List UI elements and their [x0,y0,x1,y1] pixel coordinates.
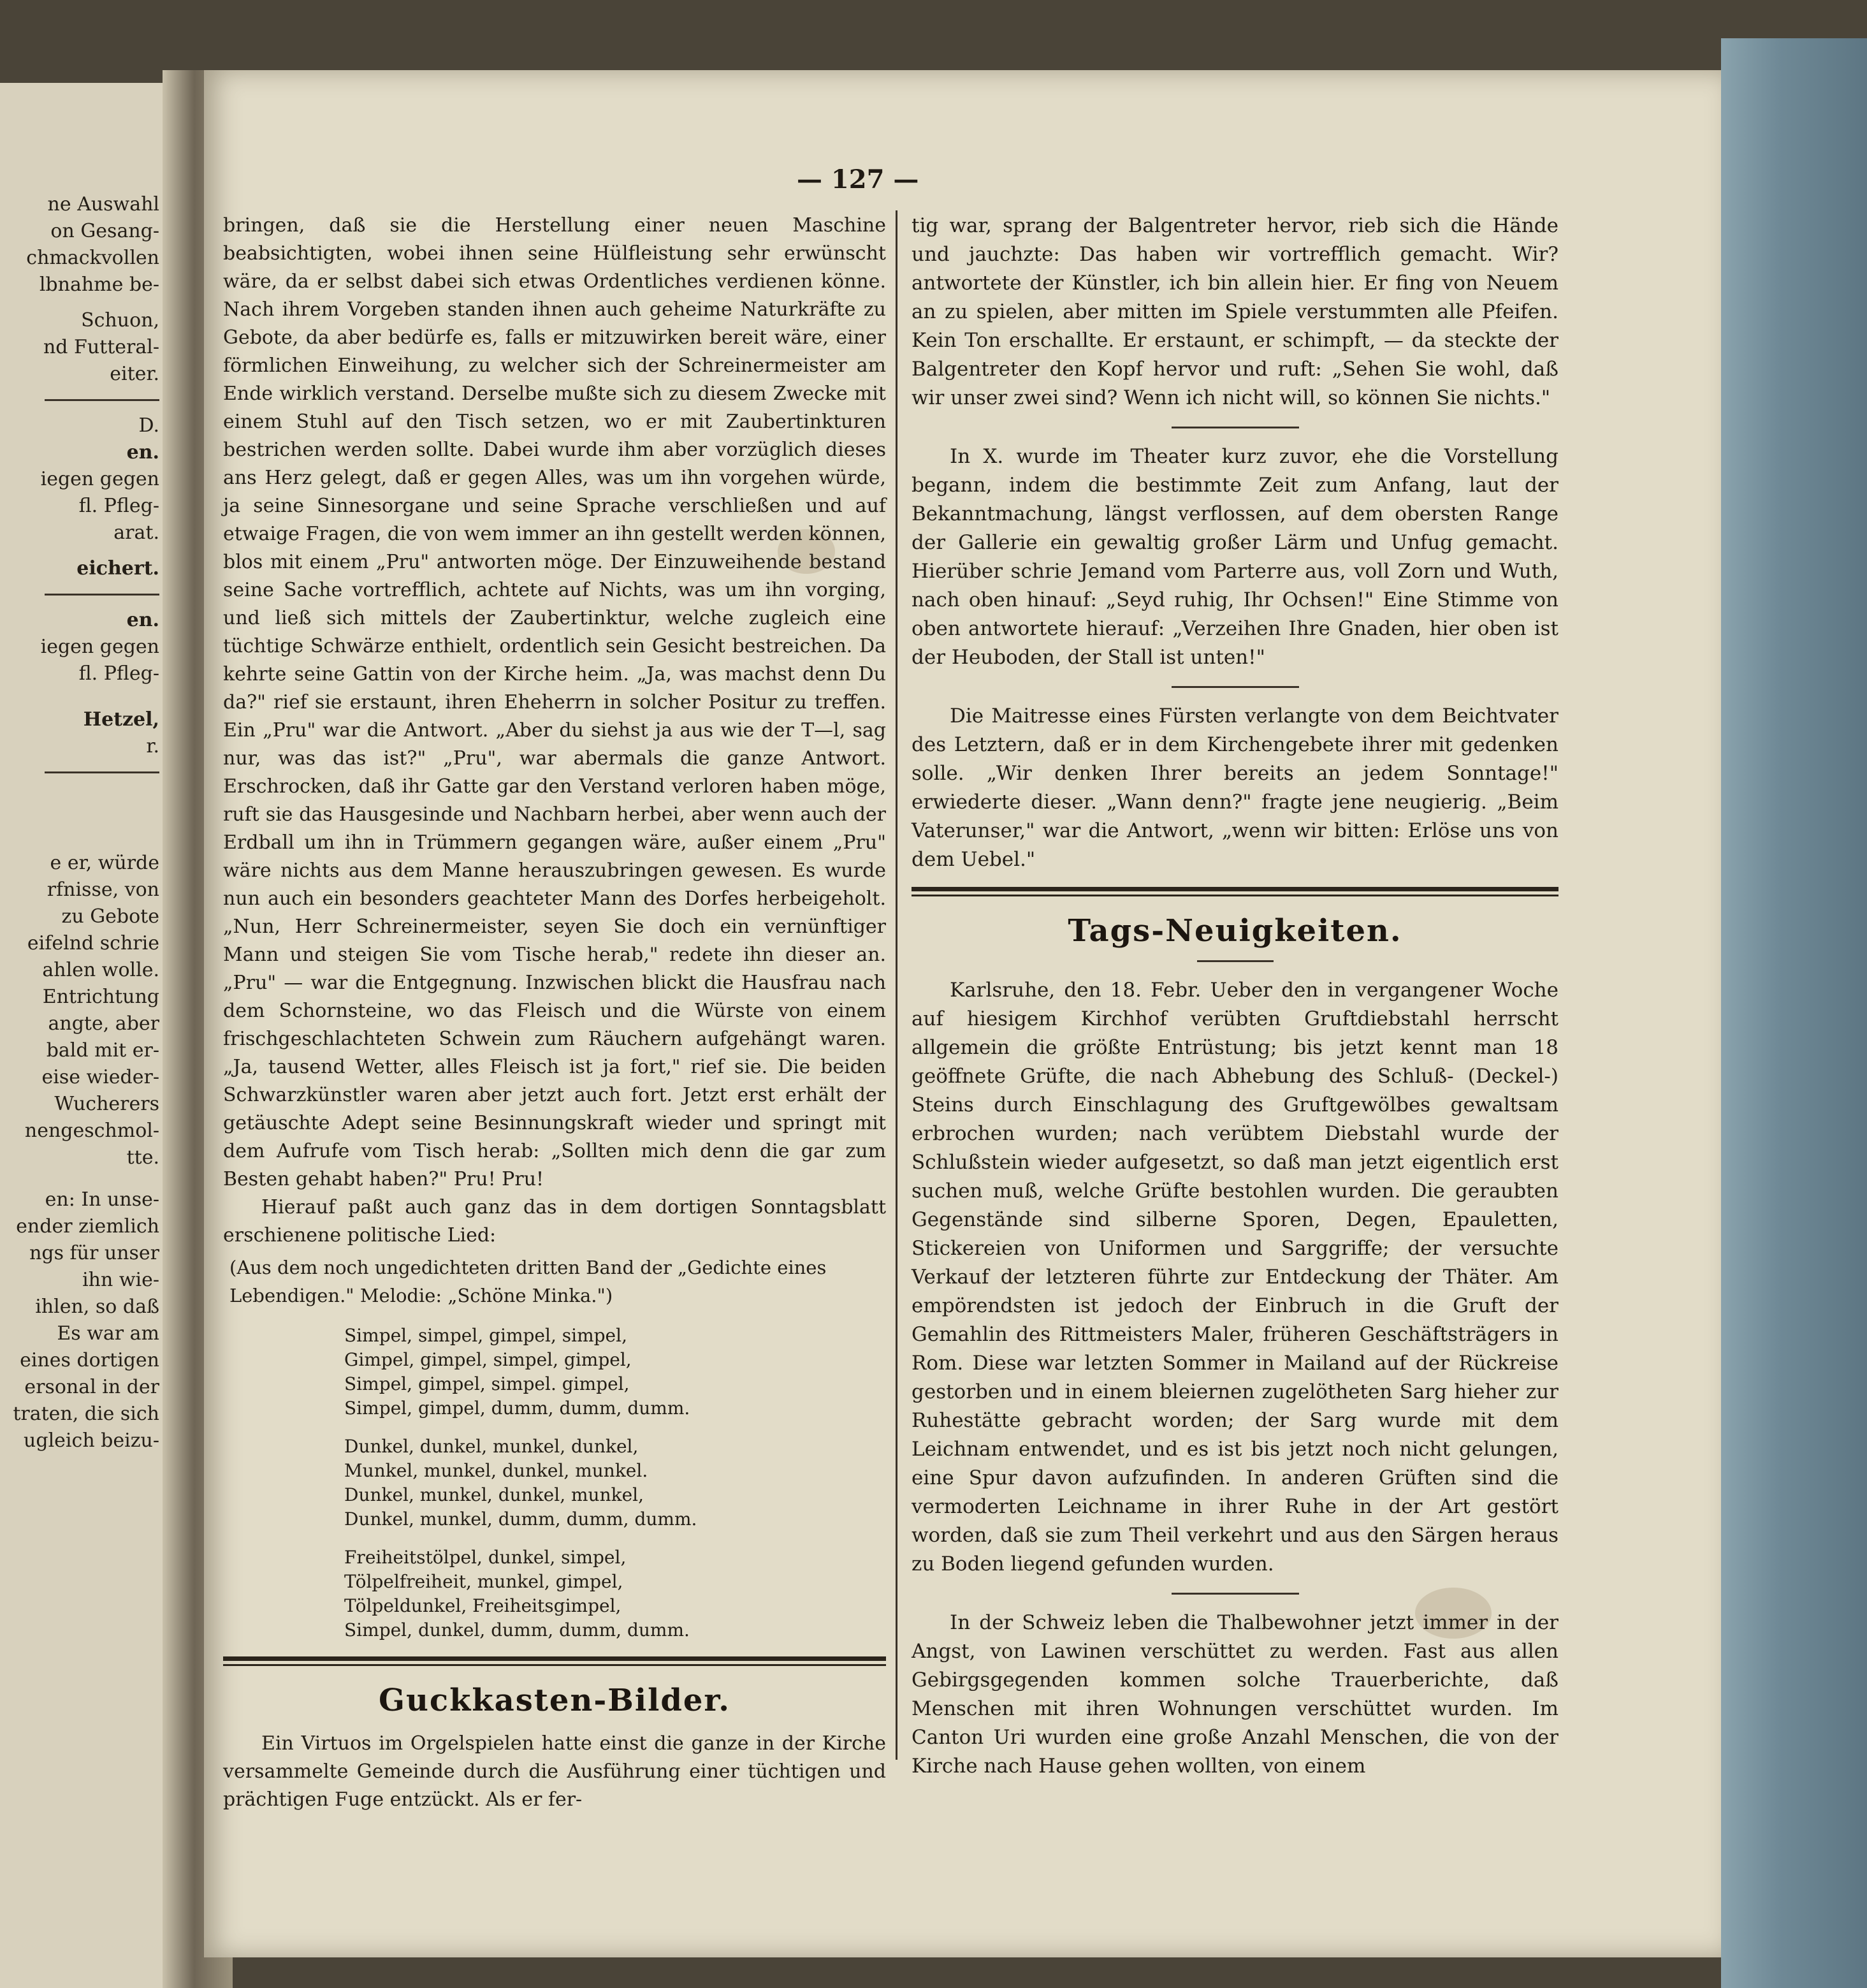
tags-neuigkeiten-heading: Tags-Neuigkeiten. [1068,913,1402,949]
poem-verse: Gimpel, gimpel, simpel, gimpel, [344,1349,632,1370]
poem-verse: Simpel, simpel, gimpel, simpel, [344,1325,627,1346]
poem-verse: Tölpeldunkel, Freiheitsgimpel, [344,1595,621,1616]
political-poem [344,1324,886,1642]
fragment-line: ahlen wolle. [42,959,159,981]
fragment-line: eise wieder- [41,1066,159,1088]
fragment-line: chmackvollen [26,247,159,269]
fragment-line: e er, würde [50,852,159,874]
fragment-line: eichert. [76,557,159,580]
fragment-line: r. [146,735,159,757]
book-cover-edge [1721,38,1867,1988]
poem-verse: Munkel, munkel, dunkel, munkel. [344,1460,648,1481]
fragment-line: ihn wie- [82,1269,159,1291]
poem-stanza [344,1546,886,1642]
fragment-line: ngs für unser [29,1242,159,1264]
fragment-line: Schuon, [81,309,159,332]
fragment-line: arat. [113,522,159,544]
section-double-rule [912,887,1558,896]
fragment-line: ersonal in der [24,1376,159,1398]
poem-verse: Tölpelfreiheit, munkel, gimpel, [344,1571,623,1592]
left-page-fragments [0,191,159,1454]
fragment-line: Wucherers [54,1093,159,1115]
fragment-group-c [0,607,159,760]
poem-verse: Dunkel, dunkel, munkel, dunkel, [344,1436,639,1457]
left-page [0,83,182,1988]
poem-verse: Dunkel, munkel, dumm, dumm, dumm. [344,1509,697,1530]
fragment-line: iegen gegen [40,636,159,658]
fragment-line: bald mit er- [46,1039,159,1062]
poem-verse: Freiheitstölpel, dunkel, simpel, [344,1547,627,1568]
fragment-line: Entrichtung [42,986,159,1008]
fragment-rule [45,771,159,773]
fragment-line: zu Gebote [61,905,159,928]
news-paragraph: In der Schweiz leben die Thalbewohner jetzt immer in der Angst, von Lawinen verschüttet zu werden. Fast aus allen Gebirgsgegenden kommen solche Trauerberichte, daß Menschen mit ihren Wohnungen verschüttet wurden. Im Canton Uri wurden eine große Anzahl Menschen, die von der Kirche nach Hause gehen wollten, von einem [912,1611,1558,1778]
fragment-line: rfnisse, von [47,879,159,901]
fragment-line: nengeschmol- [24,1120,159,1142]
fragment-line: Es war am [57,1322,159,1345]
fragment-line: eiter. [110,363,159,385]
fragment-line: traten, die sich [13,1403,159,1425]
left-column [223,212,886,1814]
poem-stanza [344,1324,886,1421]
fragment-line: Hetzel, [83,708,159,731]
fragment-line: eines dortigen [20,1349,159,1371]
anecdote-paragraph: Ein Virtuos im Orgelspielen hatte einst die ganze in der Kirche versammelte Gemeinde durch die Ausführung einer tüchtigen und prächtigen Fuge entzückt. Als er fer- [223,1732,886,1811]
fragment-line: en. [126,441,159,464]
fragment-line: fl. Pfleg- [78,662,159,685]
poem-verse: Simpel, gimpel, dumm, dumm, dumm. [344,1398,690,1419]
news-separator [1172,1593,1299,1595]
fragment-line: angte, aber [48,1012,159,1035]
fragment-group-d [0,850,159,1454]
page-number: — 127 — [797,164,919,194]
fragment-line: lbnahme be- [39,274,159,296]
anecdote-separator [1172,686,1299,688]
fragment-line: eifelnd schrie [27,932,159,954]
fragment-line: iegen gegen [40,468,159,490]
anecdote-paragraph: tig war, sprang der Balgentreter hervor, rieb sich die Hände und jauchzte: Das haben wir vortrefflich gemacht. Wir? antwortete der Künstler, ich bin allein hier. Er fing von Neuem an zu spielen, aber mitten im Spiele verstummten alle Pfeifen. Kein Ton erschallte. Er erstaunt, er schimpft, — da steckte der Balgentreter den Kopf hervor und ruft: „Sehen Sie wohl, daß wir unser zwei sind? Wenn ich nicht will, so können Sie nichts." [912,214,1558,409]
column-divider [896,210,897,1760]
anecdote-paragraph: Die Maitresse eines Fürsten verlangte von dem Beichtvater des Letztern, daß er in dem Kirchengebete ihrer mit gedenken solle. „Wir denken Ihrer bereits an jedem Sonntage!" erwiederte dieser. „Wann denn?" fragte jene neugierig. „Beim Vaterunser," war die Antwort, „wenn wir bitten: Erlöse uns von dem Uebel." [912,705,1558,871]
section-double-rule [223,1656,886,1666]
fragment-line: en: In unse- [45,1188,159,1211]
right-column [912,212,1558,1781]
fragment-group-a [0,191,159,388]
news-paragraph: Karlsruhe, den 18. Febr. Ueber den in vergangener Woche auf hiesigem Kirchhof verübten Gruftdiebstahl herrscht allgemein die größte Entrüstung; bis jetzt kennt man 18 geöffnete Grüfte, die nach Abhebung des Schluß- (Deckel-) Steins durch Einschlagung des Gruftgewölbes gewaltsam erbrochen wurden; nach verübtem Diebstahl wurde der Schlußstein wieder aufgesetzt, so daß man jetzt eigentlich erst suchen muß, welche Grüfte bestohlen wurden. Die geraubten Gegenstände sind silberne Sporen, Degen, Epauletten, Stickereien von Uniformen und Sarggriffe; der versuchte Verkauf der letzteren führte zur Entdeckung der Thäter. Am empörendsten ist jedoch der Einbruch in die Gruft der Gemahlin des Rittmeisters Maler, früheren Geschäftsträgers in Rom. Diese war letzten Sommer in Mailand auf der Rückreise gestorben und in einem bleiernen zugelötheten Sarg hieher zur Ruhestätte gebracht worden; der Sarg wurde mit dem Leichnam entwendet, und es ist bis jetzt noch nicht gelungen, eine Spur davon aufzufinden. In anderen Grüften sind die vermoderten Leichname in ihrer Ruhe in der Art gestört worden, daß sie zum Theil verkehrt und aus den Särgen heraus zu Boden liegend gefunden wurden. [912,979,1558,1575]
poem-stanza [344,1435,886,1531]
anecdote-paragraph: In X. wurde im Theater kurz zuvor, ehe die Vorstellung begann, indem die bestimmte Zeit zum Anfang, laut der Bekanntmachung, längst verflossen, auf dem obersten Range der Gallerie ein gewaltig großer Lärm und Unfug gemacht. Hierüber schrie Jemand vom Parterre aus, voll Zorn und Wuth, nach oben hinauf: „Seyd ruhig, Ihr Ochsen!" Eine Stimme von oben antwortete hierauf: „Verzeihen Ihre Gnaden, hier oben ist der Heuboden, der Stall ist unten!" [912,445,1558,669]
fragment-line: D. [138,414,159,437]
poem-source-note: (Aus dem noch ungedichteten dritten Band der „Gedichte eines Lebendigen." Melodie: „Schöne Minka.") [229,1257,827,1306]
fragment-line: tte. [126,1146,159,1169]
fragment-line: ihlen, so daß [35,1296,159,1318]
fragment-line: ugleich beizu- [24,1429,159,1452]
fragment-line: on Gesang- [50,220,159,242]
fragment-line: nd Futteral- [43,336,159,358]
fragment-rule [45,399,159,401]
story-paragraph: bringen, daß sie die Herstellung einer neuen Maschine beabsichtigten, wobei ihnen seine Hülfleistung sehr erwünscht wäre, da er selbst dabei sich etwas Ordentliches verdienen könne. Nach ihrem Vorgeben standen ihnen auch geheime Naturkräfte zu Gebote, da aber bedürfe es, falls er mitzuwirken bereit wäre, einer förmlichen Einweihung, zu welcher sich der Schreinermeister am Ende wirklich verstand. Derselbe mußte sich zu diesem Zwecke mit einem Stuhl auf den Tisch setzen, wo er mit Zaubertinkturen bestrichen werden sollte. Dabei wurde ihm aber vorzüglich dieses ans Herz gelegt, daß er gegen Alles, was um ihn vorgehen würde, ja seine Sinnesorgane und seine Sprache verschließen und auf etwaige Fragen, die von wem immer an ihn gestellt werden können, blos mit einem „Pru" antworten möge. Der Einzuweihende bestand seine Sache vortrefflich, achtete auf Nichts, was um ihn vorging, und ließ sich mittels der Zaubertinktur, welche zugleich eine tüchtige Schwärze enthielt, ordentlich sein Gesicht bestreichen. Da kehrte seine Gattin von der Kirche heim. „Ja, was machst denn Du da?" rief sie erstaunt, ihren Eheherrn in solcher Positur zu treffen. Ein „Pru" war die Antwort. „Aber du siehst ja aus wie der T—l, sag nur, was das ist?" „Pru", war abermals die ganze Antwort. Erschrocken, daß ihr Gatte gar den Verstand verloren haben möge, ruft sie das Hausgesinde und Nachbarn herbei, aber wenn auch der Erdball um ihn in Trümmern gegangen wäre, außer einem „Pru" wäre nichts aus dem Manne herauszubringen gewesen. Es wurde nun auch ein besonders geachteter Mann des Dorfes herbeigeholt. „Nun, Herr Schreinermeister, seyen Sie doch ein vernünftiger Mann und steigen Sie vom Tische herab," redete ihn dieser an. „Pru" — war die Entgegnung. Inzwischen blickt die Hausfrau nach dem Schornsteine, wo das Fleisch und die Würste von einem frischgeschlachteten Schwein zum Räuchern aufgehängt waren. „Ja, tausend Wetter, alles Fleisch ist ja fort," rief sie. Die beiden Schwarzkünstler waren aber jetzt auch fort. Jetzt erst erhält der getäuschte Adept seine Besinnungskraft wieder und springt mit dem Aufrufe vom Tisch herab: „Sollten mich denn die gar zum Besten gehabt haben?" Pru! Pru! [223,214,886,1190]
fragment-line: en. [126,609,159,631]
poem-verse: Dunkel, munkel, dunkel, munkel, [344,1484,644,1505]
fragment-rule [45,594,159,596]
story-paragraph: Hierauf paßt auch ganz das in dem dortigen Sonntagsblatt erschienene politische Lied: [223,1196,886,1246]
fragment-line: ender ziemlich [16,1215,159,1238]
fragment-line: ne Auswahl [47,193,159,216]
anecdote-separator [1172,427,1299,428]
poem-verse: Simpel, dunkel, dumm, dumm, dumm. [344,1619,690,1641]
poem-verse: Simpel, gimpel, simpel. gimpel, [344,1373,630,1394]
fragment-line: fl. Pfleg- [78,495,159,517]
fragment-group-b [0,413,159,582]
guckkasten-heading: Guckkasten-Bilder. [378,1683,731,1718]
heading-underline [1197,960,1274,962]
